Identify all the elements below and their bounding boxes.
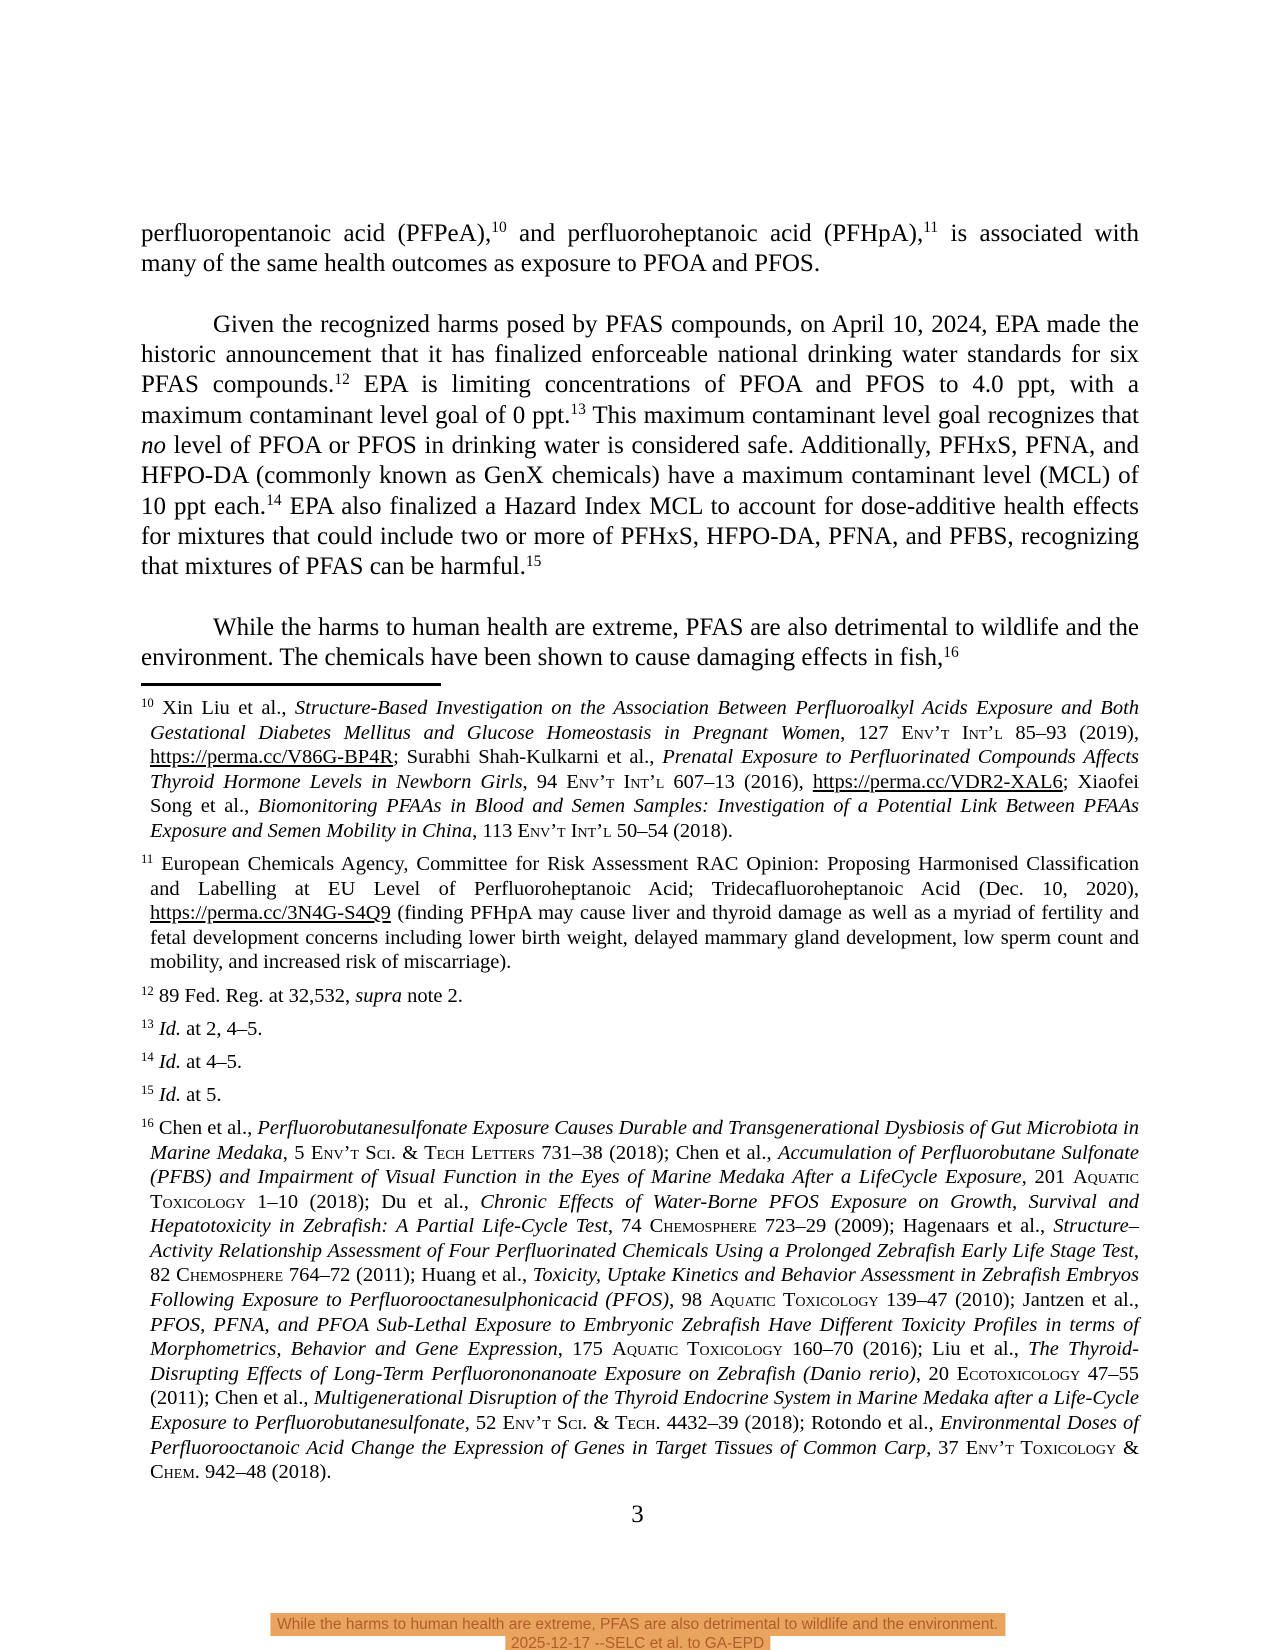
footnote-ref: 15 [525, 552, 542, 570]
text-run: Environmental Doses of Perfluorooctanoic Acid Change the Expression of Genes in Target Tissues of Common Carp [150, 1412, 1140, 1459]
text-run: 723–29 (2009); Hagenaars et al., [756, 1215, 1054, 1238]
text-run: 50–54 (2018). [611, 819, 733, 842]
perma-link[interactable]: https://perma.cc/VDR2-XAL6 [812, 770, 1063, 793]
text-run: , 20 [915, 1362, 957, 1385]
footnote-ref: 14 [266, 492, 282, 510]
footnote-ref: 10 [491, 219, 507, 237]
body-paragraph [141, 310, 1139, 583]
footnote-ref: 13 [570, 401, 586, 419]
footnote-12 [141, 984, 1139, 1009]
annotation-highlight-stamp: 2025-12-17 --SELC et al. to GA-EPD [505, 1635, 770, 1650]
text-run: , 37 [926, 1436, 966, 1459]
footnote-ref: 12 [334, 370, 350, 388]
text-run: PFOS, PFNA, and PFOA Sub-Lethal Exposure to Embryonic Zebrafish Have Different Toxicity Profiles in terms of Morphometrics, Behavior and Gene Expression [150, 1313, 1139, 1361]
text-run: Given the recognized harms posed by PFAS compounds, on April 10, 2024, EPA made the historic announcement that it has finalized enforceable national drinking water standards for six PFAS compounds. [141, 310, 1139, 399]
text-run: no [141, 432, 166, 460]
text-run: , 98 [669, 1289, 710, 1312]
text-run: , 82 [150, 1239, 1139, 1287]
text-run: , 5 [282, 1141, 311, 1164]
footnote-13 [141, 1017, 1139, 1042]
text-run: perfluoropentanoic acid (PFPeA), [141, 220, 492, 247]
text-run: Aquatic Toxicology [150, 1166, 1139, 1213]
footnote-number: 12 [141, 983, 154, 998]
footnote-15 [141, 1083, 1139, 1108]
annotation-highlight-sentence: While the harms to human health are extreme, PFAS are also detrimental to wildlife and the environment. [270, 1613, 1005, 1636]
text-run: Env’t Int’l [566, 770, 665, 793]
text-run: 89 Fed. Reg. at 32,532, [158, 984, 356, 1007]
text-run: Structure–Activity Relationship Assessment of Four Perfluorinated Chemicals Using a Prolonged Zebrafish Early Life Stage Test [150, 1215, 1139, 1262]
text-run: Structure-Based Investigation on the Association Between Perfluoroalkyl Acids Exposure and Both Gestational Diabetes Mellitus and Glucose Homeostasis in Pregnant Women [150, 697, 1140, 744]
text-run: , 52 [464, 1412, 503, 1435]
text-run: ; Surabhi Shah-Kulkarni et al., [393, 746, 663, 769]
text-run: 607–13 (2016), [664, 770, 813, 793]
body-paragraph [141, 219, 1139, 280]
text-run: , 127 [840, 721, 902, 744]
text-run: , 113 [472, 819, 518, 842]
text-run: 47–55 (2011); Chen et al., [150, 1362, 1139, 1410]
footnotes-list [141, 696, 1139, 1485]
text-run: and perfluoroheptanoic acid (PFHpA), [506, 220, 924, 247]
text-run: Env’t Int’l [901, 721, 1003, 744]
text-run: Aquatic Toxicology [709, 1289, 879, 1312]
text-run: While the harms to human health are extreme, PFAS are also detrimental to wildlife and the environment. The chemicals have been shown to cause damaging effects in fish, [141, 613, 1139, 672]
text-run: Id. [158, 1083, 182, 1106]
text-run: Xin Liu et al., [162, 697, 295, 719]
text-run: European Chemicals Agency, Committee for Risk Assessment RAC Opinion: Proposing Harmonised Classification and Labelling at EU Level of Perfluoroheptanoic Acid; Tridecafluoroheptanoic Acid (Dec. 10, 2020), [150, 853, 1139, 900]
text-run: 731–38 (2018); Chen et al., [534, 1141, 778, 1164]
footnote-number: 14 [141, 1049, 154, 1064]
text-run: Env’t Sci. & Tech Letters [310, 1141, 535, 1164]
footnote-ref: 11 [923, 219, 939, 237]
perma-link[interactable]: https://perma.cc/V86G-BP4R [150, 746, 394, 769]
perma-link[interactable]: https://perma.cc/3N4G-S4Q9 [150, 902, 391, 925]
text-run: 942–48 (2018). [199, 1461, 332, 1484]
text-run: at 5. [181, 1083, 222, 1106]
text-run: Prenatal Exposure to Perfluorinated Compounds Affects Thyroid Hormone Levels in Newborn Girls [150, 746, 1139, 793]
text-run: EPA is limiting concentrations of PFOA and PFOS to 4.0 ppt, with a maximum contaminant level goal of 0 ppt. [141, 371, 1139, 429]
text-run: 764–72 (2011); Huang et al., [283, 1264, 533, 1287]
footnote-ref: 16 [943, 643, 959, 661]
text-run: at 2, 4–5. [181, 1017, 263, 1040]
footnote-number: 15 [141, 1082, 154, 1097]
text-run: 1–10 (2018); Du et al., [245, 1190, 481, 1213]
text-run: Chronic Effects of Water-Borne PFOS Exposure on Growth, Survival and Hepatotoxicity in Zebrafish: A Partial Life-Cycle Test [150, 1190, 1139, 1238]
text-run: Perfluorobutanesulfonate Exposure Causes Durable and Transgenerational Dysbiosis of Gut Microbiota in Marine Medaka [150, 1116, 1139, 1164]
text-run: is associated with many of the same health outcomes as exposure to PFOA and PFOS. [141, 220, 1139, 278]
text-run: Id. [158, 1017, 182, 1040]
text-run: Env’t Int’l [517, 819, 612, 842]
text-run: , 175 [557, 1338, 613, 1361]
text-run: 160–70 (2016); Liu et al., [782, 1338, 1029, 1361]
text-run: Id. [158, 1050, 182, 1073]
footnotes-section [141, 683, 1139, 1493]
text-run: Chemosphere [176, 1264, 284, 1287]
text-run: (finding PFHpA may cause liver and thyroid damage as well as a myriad of fertility and fetal development concerns including lower birth weight, delayed mammary gland development, low sperm count and mobility, and increased risk of miscarriage). [150, 902, 1139, 974]
text-run: Ecotoxicology [956, 1362, 1081, 1385]
footnote-14 [141, 1050, 1139, 1075]
page-number: 3 [631, 1501, 644, 1528]
text-run: Accumulation of Perfluorobutane Sulfonate (PFBS) and Impairment of Visual Function in the Eyes of Marine Medaka After a LifeCycle Exposure [150, 1141, 1140, 1189]
text-run: Multigenerational Disruption of the Thyroid Endocrine System in Marine Medaka after a Life-Cycle Exposure to Perfluorobutanesulfonate [150, 1387, 1139, 1435]
text-run: Toxicity, Uptake Kinetics and Behavior Assessment in Zebrafish Embryos Following Exposure to Perfluorooctanesulphonicacid (PFOS) [150, 1264, 1139, 1312]
text-run: at 4–5. [181, 1050, 242, 1073]
text-run: note 2. [402, 984, 463, 1007]
text-run: , 94 [522, 770, 567, 793]
footnote-number: 11 [141, 852, 154, 867]
footnote-10 [141, 696, 1139, 844]
text-run: Aquatic Toxicology [612, 1338, 783, 1361]
footnote-separator [141, 683, 441, 686]
text-run: level of PFOA or PFOS in drinking water is considered safe. Additionally, PFHxS, PFNA, and HFPO-DA (commonly known as GenX chemicals) have a maximum contaminant level (MCL) of 10 ppt each. [141, 432, 1139, 520]
text-run: 4432–39 (2018); Rotondo et al., [660, 1412, 940, 1435]
text-run: , 201 [1021, 1166, 1073, 1189]
text-run: 85–93 (2019), [1002, 721, 1139, 744]
text-run: Biomonitoring PFAAs in Blood and Semen Samples: Investigation of a Potential Link Between PFAAs Exposure and Semen Mobility in China [150, 795, 1139, 842]
body-text [141, 219, 1139, 704]
footnote-16 [141, 1116, 1139, 1485]
text-run: Env’t Toxicology & Chem. [150, 1436, 1139, 1484]
text-run: Chen et al., [158, 1116, 258, 1139]
footnote-number: 16 [141, 1115, 154, 1130]
text-run: supra [355, 984, 402, 1007]
footnote-number: 13 [141, 1016, 154, 1031]
text-run: Chemosphere [649, 1215, 757, 1238]
text-run: The Thyroid-Disrupting Effects of Long-Term Perfluorononanoate Exposure on Zebrafish (Danio rerio) [150, 1338, 1139, 1385]
text-run: , 74 [607, 1215, 650, 1238]
text-run: This maximum contaminant level goal recognizes that [585, 401, 1139, 429]
text-run: Env’t Sci. & Tech. [502, 1412, 661, 1435]
body-paragraph [141, 613, 1139, 674]
text-run: 139–47 (2010); Jantzen et al., [878, 1289, 1139, 1312]
footnote-11 [141, 852, 1139, 975]
footnote-number: 10 [141, 696, 154, 711]
text-run: EPA also finalized a Hazard Index MCL to account for dose-additive health effects for mixtures that could include two or more of PFHxS, HFPO-DA, PFNA, and PFBS, recognizing that mixtures of PFAS can be harmful. [141, 492, 1140, 581]
text-run: ; Xiaofei Song et al., [150, 770, 1139, 818]
